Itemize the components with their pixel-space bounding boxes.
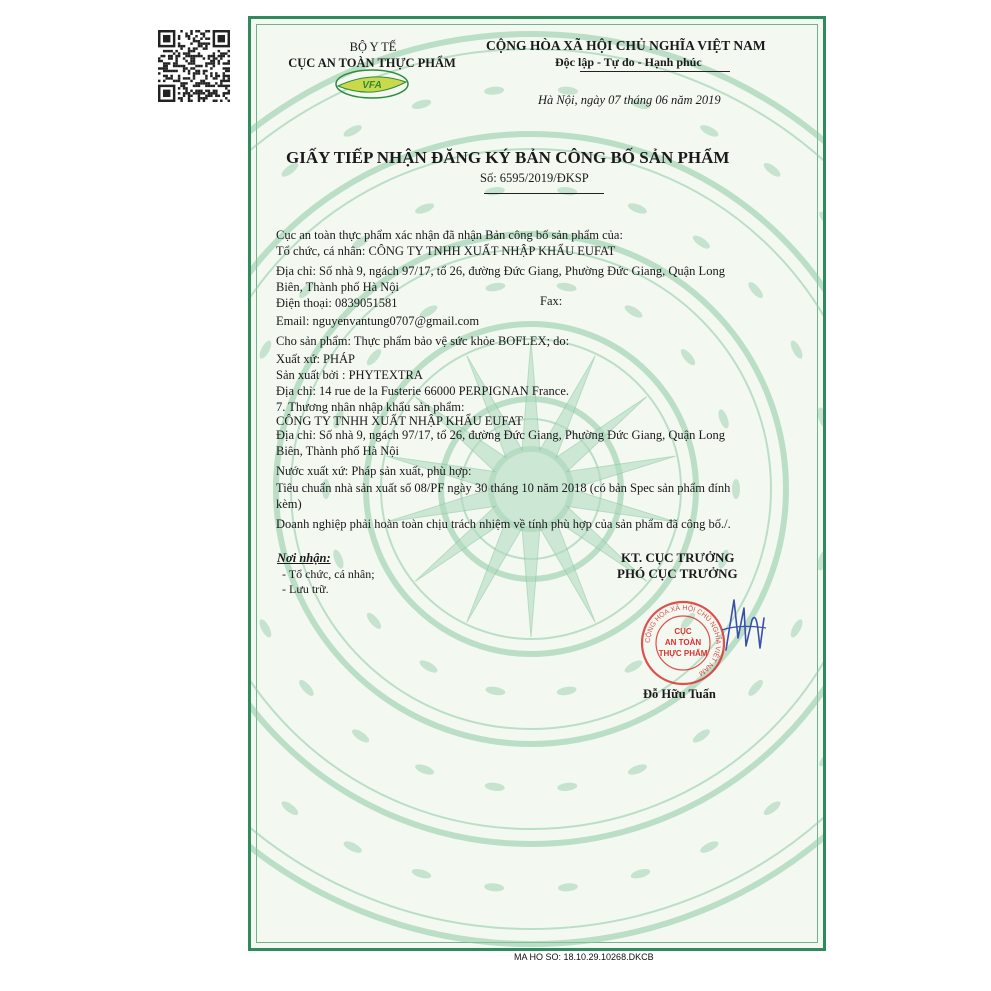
body-line: Email: nguyenvantung0707@gmail.com [276, 314, 480, 328]
body-line: CÔNG TY TNHH XUẤT NHẬP KHẨU EUFAT [276, 414, 523, 428]
ministry-name: BỘ Y TẾ [349, 40, 397, 54]
seal-line-3: THỰC PHẨM [658, 649, 708, 658]
body-line: Điện thoại: 0839051581 [276, 296, 398, 310]
body-line: Biên, Thành phố Hà Nội [276, 280, 400, 294]
vfa-logo-icon [332, 66, 412, 102]
body-line: Tiêu chuẩn nhà sản xuất số 08/PF ngày 30 tháng 10 năm 2018 (có bản Spec sản phẩm đính [276, 481, 731, 495]
body-line: Địa chỉ: 14 rue de la Fusterie 66000 PERPIGNAN France. [276, 384, 569, 398]
seal-line-2: AN TOÀN [664, 638, 702, 647]
recipients-heading: Nơi nhận: [277, 551, 331, 565]
motto: Độc lập - Tự do - Hạnh phúc [555, 55, 702, 69]
fax-label: Fax: [540, 294, 563, 308]
signer-name: Đỗ Hữu Tuấn [643, 687, 716, 701]
body-line: Xuất xứ: PHÁP [276, 352, 356, 366]
body-line: Địa chỉ: Số nhà 9, ngách 97/17, tổ 26, đường Đức Giang, Phường Đức Giang, Quận Long [276, 428, 725, 442]
document-number: Số: 6595/2019/ĐKSP [480, 171, 589, 185]
dossier-code: MA HO SO: 18.10.29.10268.DKCB [514, 952, 654, 962]
handwritten-signature-icon [720, 590, 770, 660]
motto-underline [580, 71, 730, 72]
body-line: Cho sản phẩm: Thực phẩm bảo vệ sức khỏe BOFLEX; do: [276, 334, 570, 348]
recipient-item: - Lưu trữ. [282, 582, 329, 596]
body-line: Nước xuất xứ: Pháp sản xuất, phù hợp: [276, 464, 472, 478]
body-line: 7. Thương nhân nhập khẩu sản phẩm: [276, 400, 465, 414]
body-line: Tổ chức, cá nhân: CÔNG TY TNHH XUẤT NHẬP KHẨU EUFAT [276, 244, 616, 258]
body-line: Doanh nghiệp phải hoàn toàn chịu trách nhiệm về tính phù hợp của sản phẩm đã công bố./. [276, 517, 731, 531]
body-line: Địa chỉ: Số nhà 9, ngách 97/17, tổ 26, đường Đức Giang, Phường Đức Giang, Quận Long [276, 264, 725, 278]
number-underline [484, 193, 604, 194]
country-name: CỘNG HÒA XÃ HỘI CHỦ NGHĨA VIỆT NAM [486, 38, 766, 53]
agency-name: CỤC AN TOÀN THỰC PHẨM [288, 56, 456, 70]
seal-ring-text: CỘNG HÒA XÃ HỘI CHỦ NGHĨA VIỆT NAM [644, 604, 722, 677]
body-line: kèm) [276, 497, 302, 511]
date-line: Hà Nội, ngày 07 tháng 06 năm 2019 [538, 93, 721, 107]
body-line: Sản xuất bởi : PHYTEXTRA [276, 368, 423, 382]
body-line: Cục an toàn thực phẩm xác nhận đã nhận Bản công bố sản phẩm của: [276, 228, 623, 242]
vfa-logo-text: VFA [362, 80, 382, 91]
official-seal-icon [640, 600, 726, 686]
qr-code-icon [158, 30, 230, 102]
document-title: GIẤY TIẾP NHẬN ĐĂNG KÝ BẢN CÔNG BỐ SẢN PHẨM [286, 148, 730, 167]
signer-title-2: PHÓ CỤC TRƯỞNG [617, 566, 738, 581]
recipient-item: - Tổ chức, cá nhân; [282, 567, 375, 581]
seal-line-1: CỤC [674, 627, 692, 636]
body-line: Biên, Thành phố Hà Nội [276, 444, 400, 458]
signer-title-1: KT. CỤC TRƯỞNG [621, 550, 735, 565]
